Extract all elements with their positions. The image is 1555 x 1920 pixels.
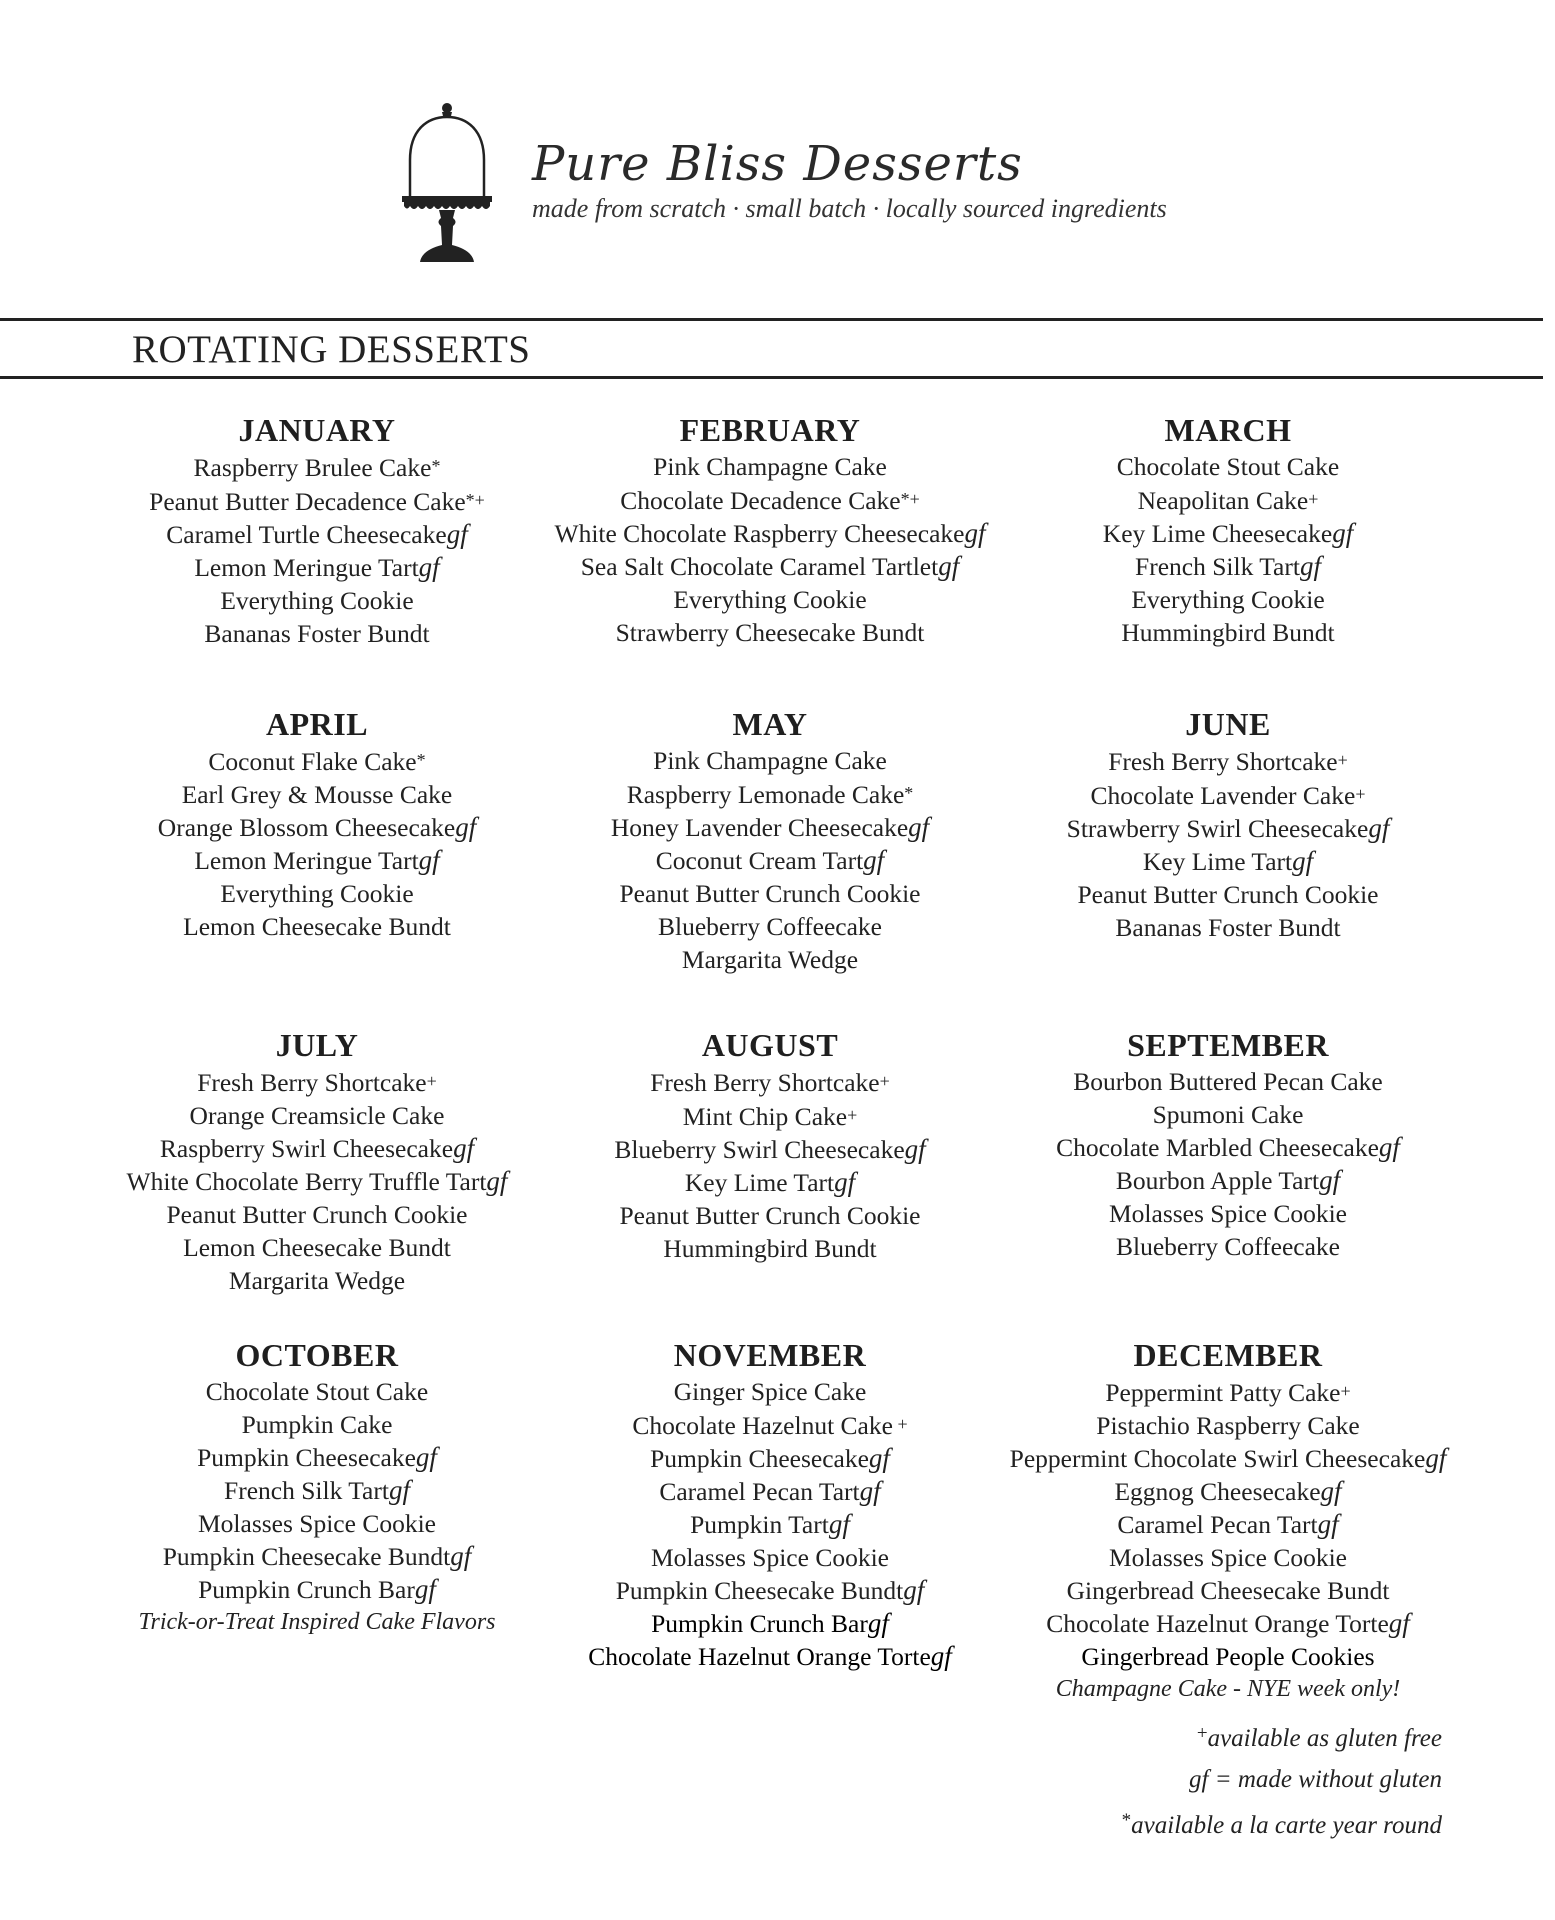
month-title: AUGUST (701, 1027, 839, 1063)
menu-item: Caramel Pecan Tartgf (659, 1476, 881, 1506)
availability-mark: + (1340, 1381, 1351, 1401)
menu-item: Lemon Meringue Tartgf (194, 845, 440, 875)
gluten-free-mark: gf (1292, 846, 1314, 876)
menu-item: Lemon Cheesecake Bundt (183, 1233, 451, 1262)
menu-item: Coconut Cream Tartgf (655, 845, 885, 875)
gluten-free-mark: gf (418, 845, 440, 875)
menu-item: Raspberry Swirl Cheesecakegf (159, 1133, 475, 1163)
menu-item: Key Lime Tartgf (684, 1167, 856, 1197)
menu-item: Pumpkin Cheesecakegf (650, 1443, 890, 1473)
menu-item: Ginger Spice Cake (673, 1377, 867, 1406)
availability-mark: + (426, 1071, 437, 1091)
menu-item: Orange Blossom Cheesecakegf (157, 812, 477, 842)
gluten-free-mark: gf (1332, 518, 1354, 548)
menu-item: Pistachio Raspberry Cake (1096, 1411, 1360, 1440)
menu-item: Peanut Butter Crunch Cookie (619, 1201, 921, 1230)
menu-item: Key Lime Cheesecakegf (1102, 518, 1354, 548)
menu-item: Peppermint Patty Cake+ (1105, 1378, 1351, 1407)
month-september (948, 1027, 1508, 1263)
menu-item: Pumpkin Cheesecake Bundtgf (162, 1541, 472, 1571)
gluten-free-mark: gf (908, 812, 930, 842)
header-rule-bottom (0, 376, 1543, 379)
menu-item: Everything Cookie (220, 879, 414, 908)
gluten-free-mark: gf (904, 1134, 926, 1164)
gluten-free-mark: gf (834, 1167, 856, 1197)
gluten-free-mark: gf (1320, 1476, 1342, 1506)
menu-item: Fresh Berry Shortcake+ (1108, 747, 1348, 776)
menu-item: Pink Champagne Cake (653, 746, 887, 775)
menu-item: Molasses Spice Cookie (651, 1543, 889, 1572)
menu-item: Peppermint Chocolate Swirl Cheesecakegf (1009, 1443, 1447, 1473)
availability-mark: *+ (465, 490, 485, 510)
menu-item: White Chocolate Raspberry Cheesecakegf (554, 518, 986, 548)
menu-item: Caramel Turtle Cheesecakegf (166, 519, 468, 549)
menu-item: Bananas Foster Bundt (1115, 913, 1341, 942)
month-title: FEBRUARY (679, 412, 861, 448)
gluten-free-mark: gf (1319, 1165, 1341, 1195)
gluten-free-mark: gf (1425, 1443, 1447, 1473)
gluten-free-mark: gf (859, 1476, 881, 1506)
menu-item: Key Lime Tartgf (1142, 846, 1314, 876)
month-title: DECEMBER (1133, 1337, 1323, 1373)
menu-item: Chocolate Hazelnut Orange Tortegf (1046, 1608, 1410, 1638)
menu-item: Chocolate Hazelnut Orange Tortegf (588, 1641, 952, 1671)
menu-item: Orange Creamsicle Cake (189, 1101, 445, 1130)
menu-item: Blueberry Swirl Cheesecakegf (614, 1134, 926, 1164)
menu-item: Lemon Cheesecake Bundt (183, 912, 451, 941)
menu-item: Molasses Spice Cookie (1109, 1543, 1347, 1572)
availability-mark: + (847, 1105, 858, 1125)
menu-item: Fresh Berry Shortcake+ (197, 1068, 437, 1097)
month-title: JUNE (1185, 706, 1271, 742)
menu-item: Chocolate Hazelnut Cake + (632, 1411, 908, 1440)
gluten-free-mark: gf (1368, 813, 1390, 843)
gluten-free-mark: gf (1388, 1608, 1410, 1638)
month-title: MARCH (1164, 412, 1292, 448)
menu-item: Strawberry Cheesecake Bundt (615, 618, 925, 647)
legend-made-without-gluten: gf = made without gluten (1189, 1766, 1442, 1793)
menu-item: Peanut Butter Crunch Cookie (1077, 880, 1379, 909)
menu-item: Blueberry Coffeecake (658, 912, 882, 941)
menu-item: Trick-or-Treat Inspired Cake Flavors (138, 1609, 496, 1635)
menu-item: Pumpkin Cheesecake Bundtgf (615, 1575, 925, 1605)
menu-item: Coconut Flake Cake* (208, 747, 426, 776)
menu-item: Bananas Foster Bundt (204, 619, 430, 648)
availability-mark: *+ (900, 489, 920, 509)
menu-item: Gingerbread People Cookies (1081, 1642, 1375, 1671)
month-december (948, 1337, 1508, 1706)
gluten-free-mark: gf (486, 1166, 508, 1196)
availability-mark: + (1308, 489, 1319, 509)
legend-a-la-carte: *available a la carte year round (1121, 1810, 1442, 1839)
menu-item: Chocolate Stout Cake (205, 1377, 429, 1406)
menu-item: Sea Salt Chocolate Caramel Tartletgf (580, 551, 960, 581)
menu-item: Hummingbird Bundt (1121, 618, 1335, 647)
menu-item: Bourbon Apple Tartgf (1115, 1165, 1341, 1195)
month-title: JULY (275, 1027, 359, 1063)
gluten-free-mark: gf (450, 1541, 472, 1571)
gluten-free-mark: gf (863, 845, 885, 875)
menu-item: Raspberry Lemonade Cake* (626, 780, 914, 809)
menu-item: Caramel Pecan Tartgf (1117, 1509, 1339, 1539)
menu-item: Peanut Butter Crunch Cookie (166, 1200, 468, 1229)
menu-item: French Silk Tartgf (1135, 551, 1321, 581)
brand-name: Pure Bliss Desserts (532, 136, 1023, 192)
menu-item: Lemon Meringue Tartgf (194, 552, 440, 582)
brand (532, 136, 1167, 224)
month-title: NOVEMBER (673, 1337, 867, 1373)
brand-tagline: made from scratch · small batch · locally sourced ingredients (532, 194, 1167, 223)
month-title: SEPTEMBER (1127, 1027, 1329, 1063)
menu-item: French Silk Tartgf (224, 1475, 410, 1505)
month-title: MAY (732, 706, 808, 742)
menu-item: Chocolate Marbled Cheesecakegf (1056, 1132, 1400, 1162)
menu-item: Peanut Butter Crunch Cookie (619, 879, 921, 908)
menu-item: Pumpkin Cheesecakegf (197, 1442, 437, 1472)
gluten-free-mark: gf (453, 1133, 475, 1163)
menu-item: Blueberry Coffeecake (1116, 1232, 1340, 1261)
gluten-free-mark: gf (930, 1641, 952, 1671)
month-march (948, 412, 1508, 649)
availability-mark: * (904, 783, 914, 803)
gluten-free-mark: gf (415, 1442, 437, 1472)
menu-item: Pumpkin Cake (241, 1410, 393, 1439)
menu-item: Chocolate Lavender Cake+ (1090, 781, 1366, 810)
menu-item: Honey Lavender Cheesecakegf (610, 812, 930, 842)
cake-dome-icon (402, 100, 492, 270)
menu-item: Everything Cookie (220, 586, 414, 615)
menu-item: Margarita Wedge (228, 1266, 406, 1295)
month-title: OCTOBER (235, 1337, 399, 1373)
menu-item: Pumpkin Crunch Bargf (651, 1608, 889, 1638)
gluten-free-mark: gf (868, 1443, 890, 1473)
availability-mark: * (416, 750, 426, 770)
availability-mark: + (892, 1414, 908, 1434)
menu-item: Pumpkin Tartgf (690, 1509, 850, 1539)
gluten-free-mark: gf (414, 1574, 436, 1604)
availability-mark: + (1337, 750, 1348, 770)
gluten-free-mark: gf (446, 519, 468, 549)
menu-item: Gingerbread Cheesecake Bundt (1066, 1576, 1390, 1605)
gluten-free-mark: gf (938, 551, 960, 581)
availability-mark: + (1355, 784, 1366, 804)
menu-item: Chocolate Stout Cake (1116, 452, 1340, 481)
menu-item: Strawberry Swirl Cheesecakegf (1066, 813, 1390, 843)
menu-item: Mint Chip Cake+ (682, 1102, 858, 1131)
menu-item: Earl Grey & Mousse Cake (181, 780, 453, 809)
menu-item: Molasses Spice Cookie (198, 1509, 436, 1538)
month-title: JANUARY (238, 412, 396, 448)
gluten-free-mark: gf (964, 518, 986, 548)
menu-item: Eggnog Cheesecakegf (1114, 1476, 1342, 1506)
gluten-free-mark: gf (388, 1475, 410, 1505)
menu-item: Margarita Wedge (681, 945, 859, 974)
menu-item: Champagne Cake - NYE week only! (1055, 1676, 1401, 1702)
menu-item: Fresh Berry Shortcake+ (650, 1068, 890, 1097)
menu-item: Pink Champagne Cake (653, 452, 887, 481)
availability-mark: + (879, 1071, 890, 1091)
menu-item: Raspberry Brulee Cake* (193, 453, 441, 482)
availability-mark: * (431, 456, 441, 476)
menu-item: Peanut Butter Decadence Cake*+ (149, 487, 485, 516)
menu-item: Everything Cookie (1131, 585, 1325, 614)
month-june (948, 706, 1508, 944)
menu-item: Chocolate Decadence Cake*+ (620, 486, 920, 515)
month-title: APRIL (265, 706, 369, 742)
header-rule-top (0, 318, 1543, 321)
gluten-free-mark: gf (867, 1608, 889, 1638)
gluten-free-mark: gf (1378, 1132, 1400, 1162)
menu-item: White Chocolate Berry Truffle Tartgf (126, 1166, 508, 1196)
gluten-free-mark: gf (828, 1509, 850, 1539)
gluten-free-mark: gf (418, 552, 440, 582)
menu-item: Pumpkin Crunch Bargf (198, 1574, 436, 1604)
menu-item: Neapolitan Cake+ (1137, 486, 1319, 515)
menu-item: Molasses Spice Cookie (1109, 1199, 1347, 1228)
menu-item: Everything Cookie (673, 585, 867, 614)
legend (1122, 1713, 1442, 1846)
menu-item: Hummingbird Bundt (663, 1234, 877, 1263)
gluten-free-mark: gf (903, 1575, 925, 1605)
gluten-free-mark: gf (1299, 551, 1321, 581)
section-title: ROTATING DESSERTS (132, 328, 531, 371)
gluten-free-mark: gf (455, 812, 477, 842)
menu-item: Spumoni Cake (1152, 1100, 1304, 1129)
menu-item: Bourbon Buttered Pecan Cake (1073, 1067, 1383, 1096)
legend-gluten-free-option: +available as gluten free (1196, 1723, 1442, 1752)
gluten-free-mark: gf (1317, 1509, 1339, 1539)
